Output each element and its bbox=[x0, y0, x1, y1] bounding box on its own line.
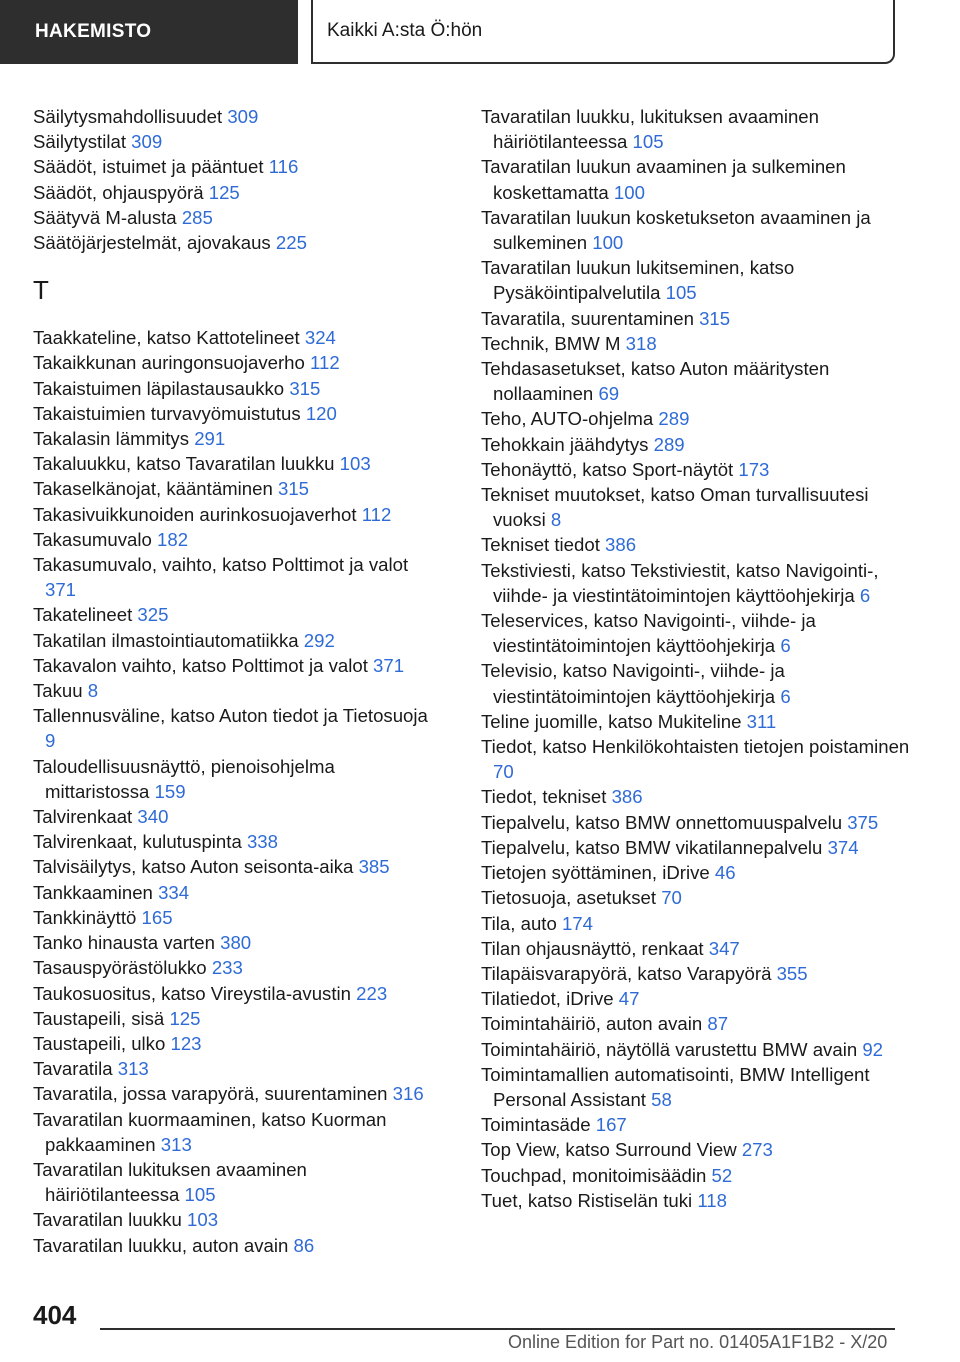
page-reference-link[interactable]: 103 bbox=[187, 1209, 219, 1231]
page-reference-link[interactable]: 70 bbox=[493, 761, 514, 783]
page-reference-link[interactable]: 375 bbox=[847, 811, 879, 833]
index-entry bbox=[481, 1062, 911, 1112]
index-entry-text: Säilytystilat bbox=[33, 131, 126, 153]
index-entry bbox=[33, 104, 443, 129]
index-entry-text: Tietojen syöttäminen, iDrive bbox=[481, 862, 710, 884]
index-entry bbox=[33, 1006, 443, 1031]
index-entry-text: Tuet, katso Ristiselän tuki bbox=[481, 1189, 693, 1211]
index-entry bbox=[481, 608, 911, 658]
index-entry bbox=[481, 205, 911, 255]
page-reference-link[interactable]: 165 bbox=[141, 906, 173, 928]
index-entry bbox=[33, 129, 443, 154]
index-entry-text: Takaistuimen läpilastausaukko bbox=[33, 377, 285, 399]
section-tab: HAKEMISTO bbox=[0, 0, 298, 64]
index-entry-text: Takaikkunan auringonsuojaverho bbox=[33, 352, 305, 374]
page-reference-link[interactable]: 173 bbox=[738, 458, 770, 480]
index-entry-text: Säädöt, istuimet ja pääntuet bbox=[33, 156, 264, 178]
page-reference-link[interactable]: 6 bbox=[780, 635, 791, 657]
index-entry bbox=[481, 306, 911, 331]
index-entry bbox=[33, 653, 443, 678]
index-entry bbox=[481, 986, 911, 1011]
page-reference-link[interactable]: 315 bbox=[277, 478, 310, 500]
page-reference-link[interactable]: 47 bbox=[618, 988, 640, 1010]
page-reference-link[interactable]: 318 bbox=[625, 332, 657, 354]
index-entry bbox=[481, 835, 911, 860]
index-entry-text: Teleservices, katso Navigointi-, viihde- ja viestintätoimintojen käyttöohjekirja bbox=[481, 610, 816, 657]
page-number: 404 bbox=[33, 1300, 77, 1330]
index-entry-text: Tiedot, tekniset bbox=[481, 786, 607, 808]
index-entry-text: Takatelineet bbox=[33, 604, 133, 626]
index-entry bbox=[481, 432, 911, 457]
page-reference-link[interactable]: 52 bbox=[711, 1164, 733, 1186]
index-entry-text: Top View, katso Surround View bbox=[481, 1139, 737, 1161]
index-entry bbox=[33, 527, 443, 552]
index-entry bbox=[481, 356, 911, 406]
index-entry bbox=[33, 1157, 443, 1207]
index-entry bbox=[33, 1233, 443, 1258]
page-reference-link[interactable]: 125 bbox=[208, 181, 240, 203]
page-reference-link[interactable]: 120 bbox=[305, 402, 337, 424]
index-entry-text: Tasauspyörästölukko bbox=[33, 957, 207, 979]
page-reference-link[interactable]: 100 bbox=[592, 232, 624, 254]
index-entry bbox=[481, 482, 911, 532]
index-entry-text: Takuu bbox=[33, 680, 83, 702]
index-entry bbox=[33, 905, 443, 930]
page-reference-link[interactable]: 69 bbox=[598, 383, 620, 405]
index-entry-text: Teho, AUTO-ohjelma bbox=[481, 408, 654, 430]
index-entry bbox=[33, 1031, 443, 1056]
page-reference-link[interactable]: 313 bbox=[160, 1133, 192, 1155]
index-entry-text: Tavaratilan luukun avaaminen ja sulkeminen koskettamatta bbox=[481, 156, 846, 203]
page-reference-link[interactable]: 371 bbox=[373, 654, 405, 676]
index-entry-text: Säätyvä M-alusta bbox=[33, 206, 177, 228]
page-reference-link[interactable]: 371 bbox=[45, 579, 77, 601]
index-entry bbox=[481, 1163, 911, 1188]
index-entry bbox=[481, 255, 911, 305]
index-entry bbox=[481, 331, 911, 356]
index-entry-text: Takavalon vaihto, katso Polttimot ja valot bbox=[33, 654, 368, 676]
index-entry-text: Taustapeili, ulko bbox=[33, 1032, 166, 1054]
page-reference-link[interactable]: 70 bbox=[661, 887, 682, 909]
page-reference-link[interactable]: 289 bbox=[653, 433, 685, 455]
page-reference-link[interactable]: 116 bbox=[268, 156, 299, 178]
index-entry-text: Takasumuvalo, vaihto, katso Polttimot ja valot bbox=[33, 554, 409, 576]
index-entry-text: Tietosuoja, asetukset bbox=[481, 887, 657, 909]
index-entry-text: Tehonäyttö, katso Sport-näytöt bbox=[481, 458, 734, 480]
index-entry bbox=[33, 703, 443, 753]
index-entry bbox=[33, 205, 443, 230]
page-reference-link[interactable]: 87 bbox=[707, 1013, 729, 1035]
index-entry bbox=[481, 1188, 911, 1213]
index-entry-text: Tankkaaminen bbox=[33, 881, 153, 903]
index-entry-text: Toimintasäde bbox=[481, 1114, 591, 1136]
index-entry-text: Tekstiviesti, katso Tekstiviestit, katso Navigointi-, viihde- ja viestintätoimintojen käyttöohjekirja bbox=[481, 559, 879, 606]
index-entry bbox=[481, 961, 911, 986]
index-entry-text: Tavaratilan luukun lukitseminen, katso Pysäköintipalvelutila bbox=[481, 257, 795, 304]
page-reference-link[interactable]: 174 bbox=[561, 912, 593, 934]
index-entry-text: Tavaratilan luukku, lukituksen avaaminen häiriötilanteessa bbox=[481, 106, 819, 153]
index-entry bbox=[481, 1112, 911, 1137]
index-entry bbox=[481, 457, 911, 482]
page-reference-link[interactable]: 92 bbox=[862, 1038, 884, 1060]
page-reference-link[interactable]: 8 bbox=[550, 509, 562, 531]
index-entry-text: Toimintamallien automatisointi, BMW Intelligent Personal Assistant bbox=[481, 1063, 870, 1110]
index-entry bbox=[481, 1137, 911, 1162]
index-entry bbox=[481, 936, 911, 961]
page-reference-link[interactable]: 325 bbox=[137, 604, 169, 626]
index-entry bbox=[33, 1081, 443, 1106]
index-entry-text: Taukosuositus, katso Vireystila-avustin bbox=[33, 982, 351, 1004]
index-entry-text: Tiepalvelu, katso BMW onnettomuuspalvelu bbox=[481, 811, 843, 833]
page-reference-link[interactable]: 182 bbox=[157, 528, 189, 550]
index-entry-text: Takatilan ilmastointiautomatiikka bbox=[33, 629, 299, 651]
index-entry bbox=[33, 930, 443, 955]
index-entry bbox=[33, 804, 443, 829]
footer-divider bbox=[100, 1328, 895, 1330]
index-entry-text: Tekniset tiedot bbox=[481, 534, 600, 556]
page-reference-link[interactable]: 309 bbox=[227, 106, 259, 127]
index-letter-heading: T bbox=[33, 275, 49, 306]
page-reference-link[interactable]: 316 bbox=[392, 1083, 424, 1105]
page-reference-link[interactable]: 159 bbox=[154, 780, 186, 802]
index-entry-text: Tehdasasetukset, katso Auton määritysten nollaaminen bbox=[481, 358, 830, 405]
page-reference-link[interactable]: 386 bbox=[611, 786, 643, 808]
page-reference-link[interactable]: 233 bbox=[211, 957, 243, 979]
page-reference-link[interactable]: 285 bbox=[181, 206, 213, 228]
index-entry-text: Touchpad, monitoimisäädin bbox=[481, 1164, 707, 1186]
index-entry bbox=[33, 829, 443, 854]
index-entry-text: Takaluukku, katso Tavaratilan luukku bbox=[33, 453, 335, 475]
page-reference-link[interactable]: 105 bbox=[184, 1184, 216, 1206]
page-reference-link[interactable]: 86 bbox=[293, 1234, 315, 1256]
index-entry-text: Talvisäilytys, katso Auton seisonta-aika bbox=[33, 856, 354, 878]
page-reference-link[interactable]: 46 bbox=[714, 862, 736, 884]
index-entry-text: Tavaratilan kuormaaminen, katso Kuorman pakkaaminen bbox=[33, 1108, 387, 1155]
index-entry-text: Tavaratilan luukku, auton avain bbox=[33, 1234, 289, 1256]
index-column-left bbox=[33, 104, 443, 1258]
index-entry-text: Säilytysmahdollisuudet bbox=[33, 106, 223, 127]
index-entry-text: Tallennusväline, katso Auton tiedot ja Tietosuoja bbox=[33, 705, 428, 727]
page-reference-link[interactable]: 118 bbox=[697, 1189, 727, 1211]
index-entry bbox=[33, 376, 443, 401]
index-entry-text: Säädöt, ohjauspyörä bbox=[33, 181, 204, 203]
index-entry-text: Tila, auto bbox=[481, 912, 557, 934]
index-entry bbox=[481, 558, 911, 608]
index-entry bbox=[481, 1011, 911, 1036]
index-entry-text: Säätöjärjestelmät, ajovakaus bbox=[33, 232, 271, 254]
index-entry bbox=[481, 1037, 911, 1062]
page-reference-link[interactable]: 112 bbox=[361, 503, 392, 525]
page-reference-link[interactable]: 291 bbox=[194, 428, 226, 450]
page-reference-link[interactable]: 311 bbox=[746, 710, 777, 732]
index-entry bbox=[33, 476, 443, 501]
index-entry-text: Tekniset muutokset, katso Oman turvallisuutesi vuoksi bbox=[481, 484, 869, 531]
page-reference-link[interactable]: 223 bbox=[356, 982, 388, 1004]
index-entry bbox=[481, 658, 911, 708]
index-entry bbox=[481, 810, 911, 835]
page-reference-link[interactable]: 112 bbox=[310, 352, 340, 374]
index-entry-text: Tavaratilan luukku bbox=[33, 1209, 182, 1231]
index-entry bbox=[33, 628, 443, 653]
index-entry bbox=[33, 502, 443, 527]
index-entry-text: Teline juomille, katso Mukiteline bbox=[481, 710, 742, 732]
index-entry-text: Tavaratila, jossa varapyörä, suurentaminen bbox=[33, 1083, 388, 1105]
page-reference-link[interactable]: 8 bbox=[87, 680, 99, 702]
index-entry bbox=[481, 734, 911, 784]
footer-edition: Online Edition for Part no. 01405A1F1B2 - X/20 bbox=[508, 1332, 888, 1352]
page-reference-link[interactable]: 9 bbox=[45, 730, 56, 752]
page-reference-link[interactable]: 380 bbox=[220, 932, 252, 954]
index-entry-text: Toimintahäiriö, näytöllä varustettu BMW avain bbox=[481, 1038, 858, 1060]
index-entry bbox=[33, 1107, 443, 1157]
page-reference-link[interactable]: 292 bbox=[303, 629, 335, 651]
index-entry bbox=[33, 451, 443, 476]
index-entry-text: Toimintahäiriö, auton avain bbox=[481, 1013, 703, 1035]
index-entry bbox=[33, 955, 443, 980]
index-entry-text: Tanko hinausta varten bbox=[33, 932, 215, 954]
index-entry-text: Tilapäisvarapyörä, katso Varapyörä bbox=[481, 962, 772, 984]
index-entry bbox=[33, 678, 443, 703]
page-reference-link[interactable]: 315 bbox=[699, 307, 731, 329]
index-entry bbox=[481, 885, 911, 910]
index-entry-text: Tilatiedot, iDrive bbox=[481, 988, 614, 1010]
page-reference-link[interactable]: 105 bbox=[632, 131, 664, 153]
index-entry-text: Tavaratila bbox=[33, 1058, 113, 1080]
index-entry-text: Takaselkänojat, kääntäminen bbox=[33, 478, 273, 500]
index-entry bbox=[33, 401, 443, 426]
index-entry bbox=[481, 104, 911, 154]
index-entry bbox=[33, 981, 443, 1006]
index-entry bbox=[33, 754, 443, 804]
page-reference-link[interactable]: 6 bbox=[859, 584, 871, 606]
index-entry-text: Taloudellisuusnäyttö, pienoisohjelma mittaristossa bbox=[33, 755, 335, 802]
index-entry-text: Takalasin lämmitys bbox=[33, 428, 190, 450]
index-entry bbox=[33, 325, 443, 350]
page-reference-link[interactable]: 105 bbox=[665, 282, 697, 304]
index-entry bbox=[33, 880, 443, 905]
page-reference-link[interactable]: 385 bbox=[358, 856, 390, 878]
page-reference-link[interactable]: 273 bbox=[741, 1139, 773, 1161]
index-entry-text: Tavaratila, suurentaminen bbox=[481, 307, 694, 329]
page-reference-link[interactable]: 6 bbox=[780, 685, 791, 707]
index-entry bbox=[33, 154, 443, 179]
page-reference-link[interactable]: 374 bbox=[827, 836, 859, 858]
index-entry bbox=[33, 180, 443, 205]
page-reference-link[interactable]: 225 bbox=[275, 232, 307, 254]
page-reference-link[interactable]: 340 bbox=[137, 806, 169, 828]
index-entry-text: Talvirenkaat, kulutuspinta bbox=[33, 831, 242, 853]
index-column-right bbox=[481, 104, 911, 1213]
index-entry bbox=[481, 406, 911, 431]
index-entry bbox=[33, 230, 443, 255]
index-entry bbox=[33, 1207, 443, 1232]
page-reference-link[interactable]: 386 bbox=[605, 534, 637, 556]
page-reference-link[interactable]: 125 bbox=[169, 1007, 201, 1029]
page-reference-link[interactable]: 313 bbox=[117, 1058, 149, 1080]
index-entry bbox=[481, 784, 911, 809]
index-entry-text: Technik, BMW M bbox=[481, 332, 621, 354]
page-reference-link[interactable]: 338 bbox=[246, 831, 278, 853]
page-reference-link[interactable]: 58 bbox=[651, 1088, 672, 1110]
index-entry-text: Talvirenkaat bbox=[33, 806, 133, 828]
index-entry-text: Taustapeili, sisä bbox=[33, 1007, 165, 1029]
index-entry bbox=[481, 154, 911, 204]
page-reference-link[interactable]: 334 bbox=[158, 881, 190, 903]
index-entry bbox=[33, 350, 443, 375]
index-entry-text: Taakkateline, katso Kattotelineet bbox=[33, 327, 300, 349]
page-reference-link[interactable]: 324 bbox=[304, 327, 336, 349]
index-entry-text: Takasivuikkunoiden aurinkosuojaverhot bbox=[33, 503, 357, 525]
index-entry bbox=[481, 709, 911, 734]
index-entry bbox=[33, 1056, 443, 1081]
page-reference-link[interactable]: 315 bbox=[289, 377, 321, 399]
index-entry-text: Tiepalvelu, katso BMW vikatilannepalvelu bbox=[481, 836, 823, 858]
index-entry bbox=[481, 532, 911, 557]
page-reference-link[interactable]: 347 bbox=[708, 937, 740, 959]
index-entry-text: Tilan ohjausnäyttö, renkaat bbox=[481, 937, 704, 959]
page-reference-link[interactable]: 355 bbox=[776, 962, 808, 984]
page-reference-link[interactable]: 289 bbox=[658, 408, 690, 430]
section-subtitle: Kaikki A:sta Ö:hön bbox=[311, 0, 895, 64]
index-entry-text: Takaistuimien turvavyömuistutus bbox=[33, 402, 301, 424]
index-entry-text: Tavaratilan luukun kosketukseton avaaminen ja sulkeminen bbox=[481, 206, 871, 254]
index-entry bbox=[33, 602, 443, 627]
index-entry-text: Tehokkain jäähdytys bbox=[481, 433, 649, 455]
index-entry bbox=[33, 426, 443, 451]
index-entry-text: Televisio, katso Navigointi-, viihde- ja viestintätoimintojen käyttöohjekirja bbox=[481, 660, 785, 707]
page-reference-link[interactable]: 167 bbox=[595, 1114, 627, 1136]
index-entry bbox=[33, 854, 443, 879]
index-entry-text: Tiedot, katso Henkilökohtaisten tietojen poistaminen bbox=[481, 736, 910, 758]
index-entry-text: Takasumuvalo bbox=[33, 528, 152, 550]
index-entry bbox=[481, 911, 911, 936]
index-entry bbox=[481, 860, 911, 885]
page-reference-link[interactable]: 309 bbox=[131, 131, 163, 153]
page-reference-link[interactable]: 123 bbox=[170, 1032, 202, 1054]
page-reference-link[interactable]: 100 bbox=[613, 181, 645, 203]
page-reference-link[interactable]: 103 bbox=[339, 453, 371, 475]
index-entry-text: Tavaratilan lukituksen avaaminen häiriötilanteessa bbox=[33, 1158, 307, 1206]
index-entry bbox=[33, 552, 443, 602]
page-header bbox=[0, 0, 960, 64]
index-entry-text: Tankkinäyttö bbox=[33, 906, 137, 928]
